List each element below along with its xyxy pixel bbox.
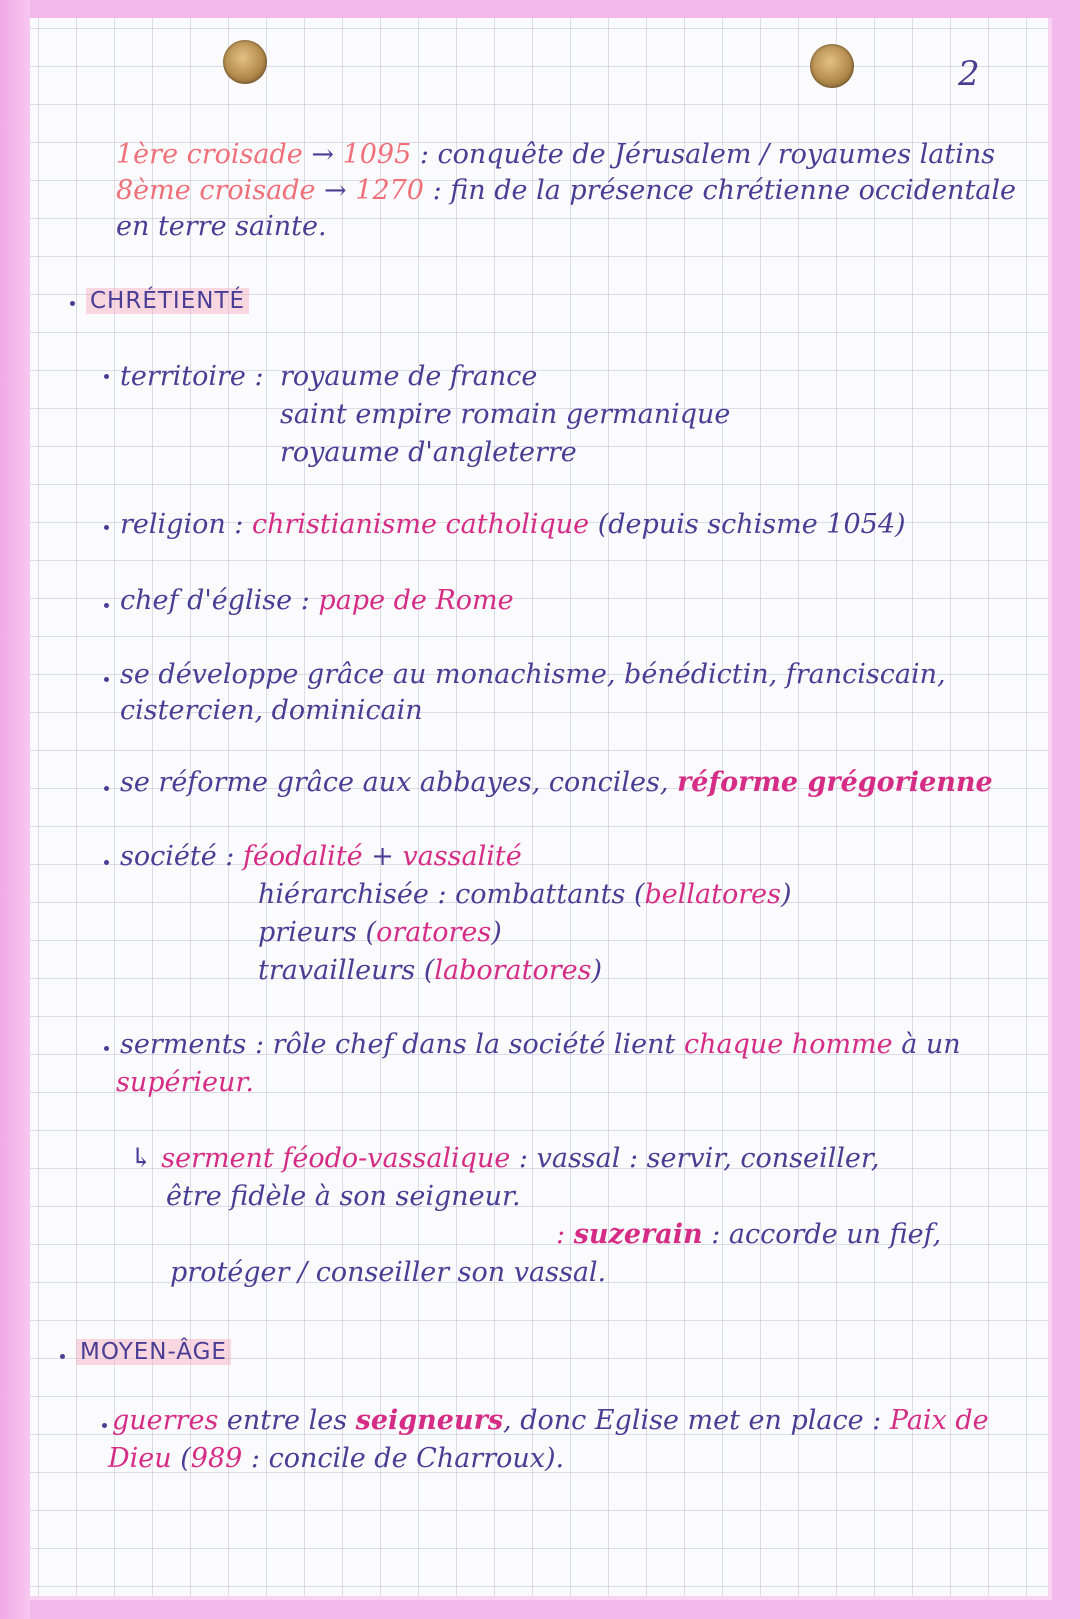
hierarchy-close: ) [781,879,792,910]
territoire-item-2: saint empire romain germanique [280,399,731,430]
term-bellatores: bellatores [644,879,781,910]
hierarchy-line-1 [258,878,792,912]
bullet-icon [104,1046,109,1051]
guerres-text-2: , donc Eglise met en place : [503,1405,890,1436]
page-number: 2 [958,54,980,94]
suzerain-rest: : accorde un fief, [702,1219,942,1250]
chef-value: pape de Rome [318,585,514,616]
bullet-icon [60,1354,65,1359]
serments-text: serments : rôle chef dans la société lient [120,1029,684,1060]
religion-line [120,508,906,542]
chef-label: chef d'église : [120,585,319,616]
crusade-line-3: en terre sainte. [116,211,327,242]
paren-open: ( [171,1443,191,1474]
serments-line-2: supérieur. [116,1067,254,1098]
crusade-8-year: 1270 [355,175,424,206]
territoire-item-3: royaume d'angleterre [280,437,577,468]
suzerain-line-2: protéger / conseiller son vassal. [170,1257,607,1288]
return-arrow-icon: ↳ [130,1143,162,1174]
term-oratores: oratores [376,917,492,948]
crusade-line-2 [116,174,1016,208]
guerres-line-1 [112,1404,989,1438]
religion-value: christianisme catholique [251,509,590,540]
reforme-value: réforme grégorienne [677,767,993,798]
chef-line [120,584,514,618]
hierarchy-close: ) [591,955,603,986]
feodo-line-2: être fidèle à son seigneur. [166,1181,521,1212]
reforme-line [120,766,993,800]
develop-line-2: cistercien, dominicain [120,695,423,726]
suzerain-line-1 [556,1218,941,1252]
binder-hole-right [810,44,854,88]
dieu-term: Dieu [108,1443,172,1474]
paix-term: Paix de [889,1405,989,1436]
concile-text: : concile de Charroux). [242,1443,565,1474]
guerres-text: entre les [218,1405,356,1436]
bullet-icon [70,301,75,306]
crusade-8-text: : fin de la présence chrétienne occidentale [423,175,1017,206]
religion-note: (depuis schisme 1054) [589,509,906,540]
hierarchy-text: hiérarchisée : combattants ( [258,879,645,910]
territoire-label: territoire : [120,361,264,392]
serments-line-1 [120,1028,961,1062]
binder-hole-left [223,40,267,84]
year-989: 989 [190,1443,243,1474]
crusade-8-label: 8ème croisade [116,175,316,206]
hierarchy-line-3 [258,954,602,988]
bullet-icon [104,860,109,865]
bullet-icon [104,786,109,791]
crusade-1-year: 1095 [342,139,412,170]
guerres-term: guerres [112,1405,219,1436]
bullet-icon [104,374,109,379]
develop-line-1: se développe grâce au monachisme, bénédictin, franciscain, [120,659,946,690]
bullet-icon [104,603,109,608]
societe-vassalite: vassalité [402,841,522,872]
reforme-text: se réforme grâce aux abbayes, conciles, [120,767,678,798]
feodo-rest: : vassal : servir, conseiller, [510,1143,880,1174]
hierarchy-text: travailleurs ( [258,955,435,986]
hierarchy-line-2 [258,916,502,950]
hierarchy-text: prieurs ( [258,917,377,948]
serments-term: chaque homme [683,1029,893,1060]
serments-end: à un [892,1029,961,1060]
religion-label: religion : [120,509,252,540]
societe-label: société : [120,841,243,872]
guerres-line-2 [108,1442,564,1476]
hierarchy-close: ) [491,917,502,948]
suzerain-pre: : [556,1219,574,1250]
bullet-icon [104,677,109,682]
societe-feodalite: féodalité [242,841,363,872]
bullet-icon [102,1423,107,1428]
crusade-1-label: 1ère croisade [116,139,303,170]
feodo-term: serment féodo-vassalique [161,1143,511,1174]
arrow-icon: → [315,175,356,206]
bullet-icon [104,525,109,530]
societe-plus: + [362,841,403,872]
binder-edge [0,0,30,1619]
feodo-line-1 [130,1142,879,1176]
arrow-icon: → [302,139,343,170]
term-laboratores: laboratores [434,955,592,986]
territoire-item-1: royaume de france [280,361,538,392]
societe-line [120,840,522,874]
heading-chretiente: CHRÉTIENTÉ [86,288,249,314]
crusade-line-1 [116,138,995,172]
seigneurs-term: seigneurs [355,1405,504,1436]
heading-moyen-age: MOYEN-ÂGE [76,1339,231,1365]
suzerain-term: suzerain [573,1219,703,1250]
crusade-1-text: : conquête de Jérusalem / royaumes latins [411,139,996,170]
